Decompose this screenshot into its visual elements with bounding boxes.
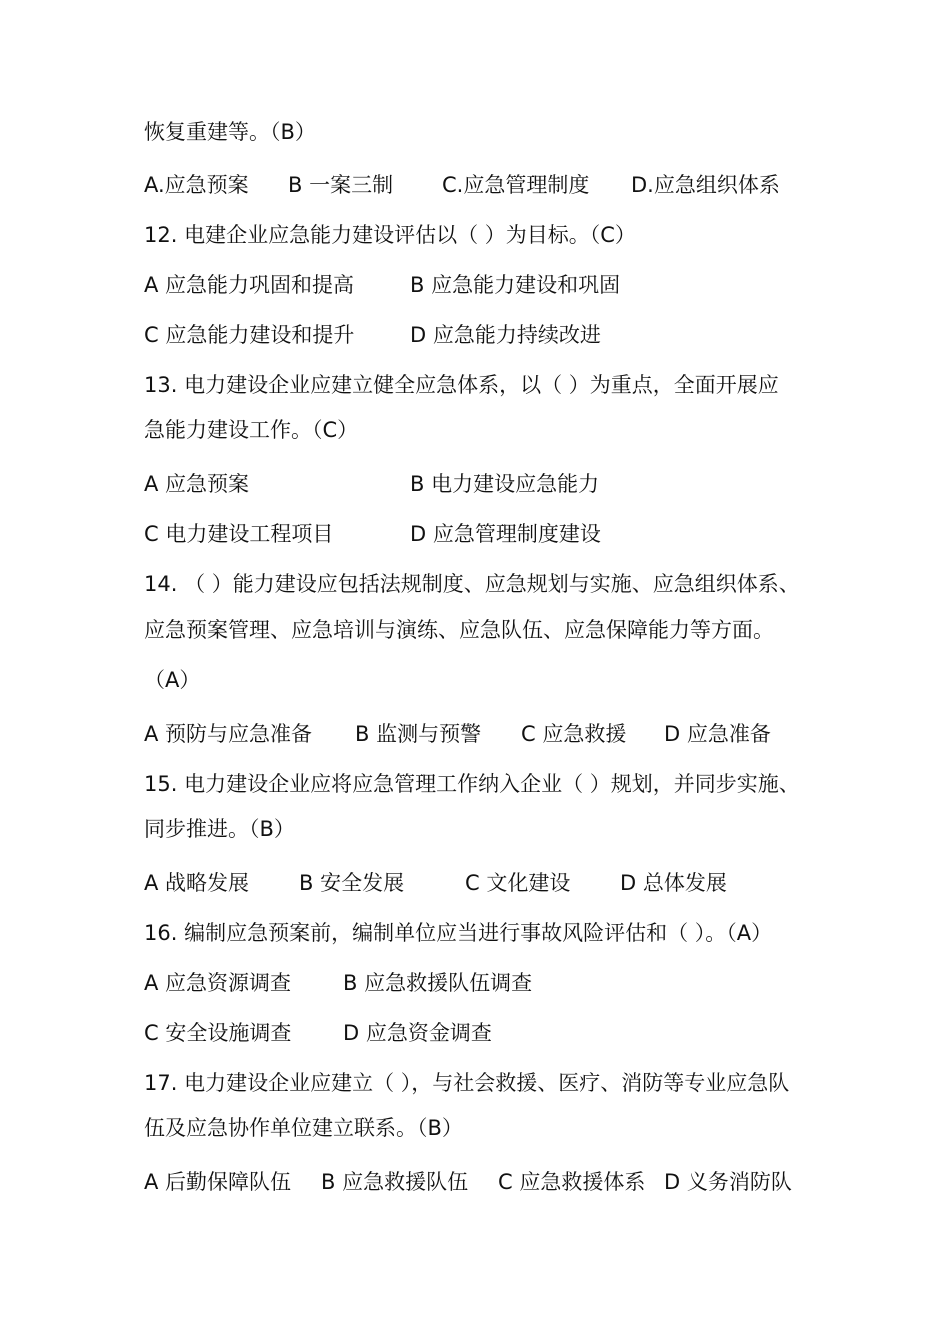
option-b: B 应急能力建设和巩固 [410, 273, 621, 297]
option-c: C 电力建设工程项目 [144, 522, 334, 546]
option-c: C 应急救援体系 [498, 1170, 646, 1194]
q17-question-line2: 伍及应急协作单位建立联系。（B） [144, 1116, 463, 1140]
q16-question: 16. 编制应急预案前，编制单位应当进行事故风险评估和（ ）。（A） [144, 921, 773, 945]
option-d: D 应急管理制度建设 [410, 522, 601, 546]
option-b: B 应急救援队伍调查 [343, 971, 533, 995]
q13-question-line2: 急能力建设工作。（C） [144, 418, 359, 442]
q12-question: 12. 电建企业应急能力建设评估以（ ）为目标。（C） [144, 223, 636, 247]
option-a: A 预防与应急准备 [144, 722, 313, 746]
option-d: D.应急组织体系 [631, 173, 780, 197]
q14-answer: （A） [144, 668, 201, 692]
q15-question-line2: 同步推进。（B） [144, 817, 295, 841]
q14-question-line2: 应急预案管理、应急培训与演练、应急队伍、应急保障能力等方面。 [144, 618, 774, 642]
option-d: D 应急准备 [664, 722, 771, 746]
q15-question-line1: 15. 电力建设企业应将应急管理工作纳入企业（ ）规划，并同步实施、 [144, 772, 800, 796]
q14-question-line1: 14. （ ）能力建设应包括法规制度、应急规划与实施、应急组织体系、 [144, 572, 800, 596]
option-d: D 应急能力持续改进 [410, 323, 601, 347]
option-d: D 义务消防队 [664, 1170, 792, 1194]
q13-question-line1: 13. 电力建设企业应建立健全应急体系，以（ ）为重点，全面开展应 [144, 373, 779, 397]
option-c: C 应急救援 [521, 722, 627, 746]
option-a: A 应急预案 [144, 472, 250, 496]
option-d: D 应急资金调查 [343, 1021, 492, 1045]
option-b: B 监测与预警 [355, 722, 482, 746]
option-a: A 后勤保障队伍 [144, 1170, 292, 1194]
q11-answer-line: 恢复重建等。（B） [144, 120, 316, 144]
q17-question-line1: 17. 电力建设企业应建立（ ），与社会救援、医疗、消防等专业应急队 [144, 1071, 790, 1095]
option-b: B 一案三制 [288, 173, 394, 197]
option-b: B 应急救援队伍 [321, 1170, 469, 1194]
option-d: D 总体发展 [620, 871, 727, 895]
option-c: C 安全设施调查 [144, 1021, 292, 1045]
option-c: C 应急能力建设和提升 [144, 323, 355, 347]
option-a: A.应急预案 [144, 173, 249, 197]
option-a: A 应急资源调查 [144, 971, 292, 995]
option-c: C.应急管理制度 [442, 173, 590, 197]
option-a: A 应急能力巩固和提高 [144, 273, 355, 297]
option-b: B 安全发展 [299, 871, 405, 895]
option-b: B 电力建设应急能力 [410, 472, 600, 496]
option-a: A 战略发展 [144, 871, 250, 895]
option-c: C 文化建设 [465, 871, 571, 895]
